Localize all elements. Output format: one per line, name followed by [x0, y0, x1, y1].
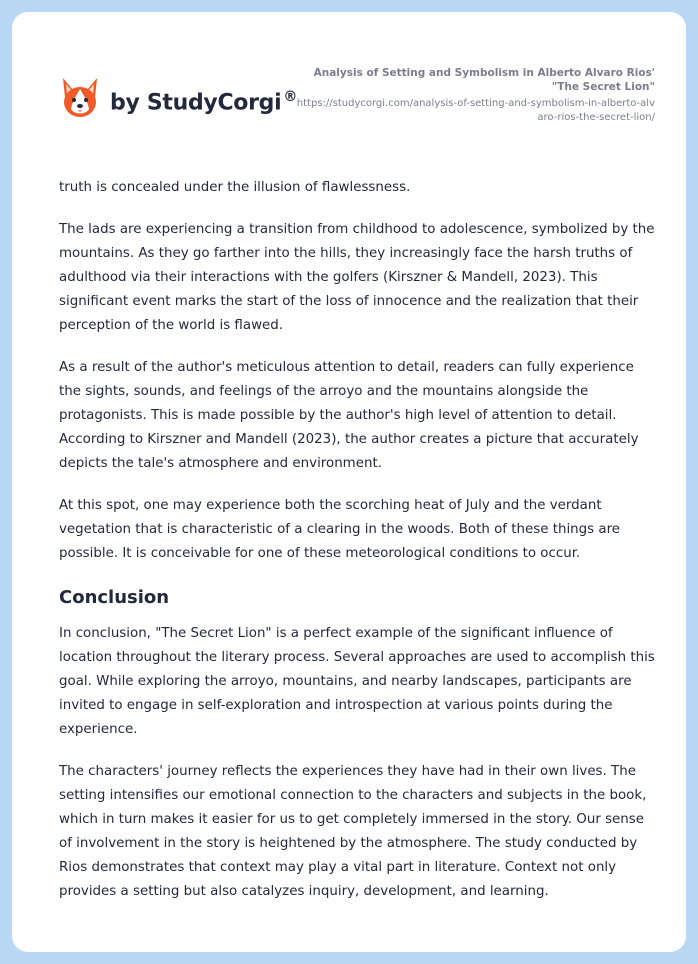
article-body — [59, 176, 655, 922]
body-paragraph: The characters' journey reflects the experiences they have had in their own lives. The setting intensifies our emotional connection to the characters and subjects in the book, which in turn makes it easier for us to get completely immersed in the story. Our sense of involvement in the story is heightened by the atmosphere. The study conducted by Rios demonstrates that context may play a vital part in literature. Context not only provides a setting but also catalyzes inquiry, development, and learning. — [59, 764, 647, 899]
corgi-logo-icon — [60, 76, 100, 120]
document-page — [12, 12, 686, 952]
brand-name — [110, 89, 297, 115]
document-title: Analysis of Setting and Symbolism in Alberto Alvaro Rios' "The Secret Lion" — [313, 67, 655, 93]
page-header — [12, 12, 686, 152]
body-paragraph: In conclusion, "The Secret Lion" is a perfect example of the significant influence of location throughout the literary process. Several approaches are used to accomplish this goal. While exploring the arroyo, mountains, and nearby landscapes, participants are invited to engage in self-exploration and introspection at various points during the experience. — [59, 626, 655, 737]
body-paragraph: The lads are experiencing a transition from childhood to adolescence, symbolized by the mountains. As they go farther into the hills, they increasingly face the harsh truths of adulthood via their interactions with the golfers (Kirszner & Mandell, 2023). This significant event marks the start of the loss of innocence and the realization that their perception of the world is flawed. — [59, 222, 655, 333]
body-paragraph: truth is concealed under the illusion of flawlessness. — [59, 180, 411, 195]
body-paragraph: As a result of the author's meticulous attention to detail, readers can fully experience the sights, sounds, and feelings of the arroyo and the mountains alongside the protagonists. This is made possible by the author's high level of attention to detail. According to Kirszner and Mandell (2023), the author creates a picture that accurately depicts the tale's atmosphere and environment. — [59, 360, 639, 471]
document-url[interactable]: https://studycorgi.com/analysis-of-setting-and-symbolism-in-alberto-alvaro-rios-the-secret-lion/ — [296, 98, 655, 123]
registered-mark: ® — [283, 88, 298, 105]
body-paragraph: At this spot, one may experience both the scorching heat of July and the verdant vegetation that is characteristic of a clearing in the woods. Both of these things are possible. It is conceivable for one of these meteorological conditions to occur. — [59, 498, 621, 561]
document-meta — [295, 66, 655, 125]
section-heading-conclusion: Conclusion — [59, 587, 170, 608]
studycorgi-logo[interactable] — [60, 76, 297, 120]
brand-name-text: by StudyCorgi — [110, 90, 282, 116]
